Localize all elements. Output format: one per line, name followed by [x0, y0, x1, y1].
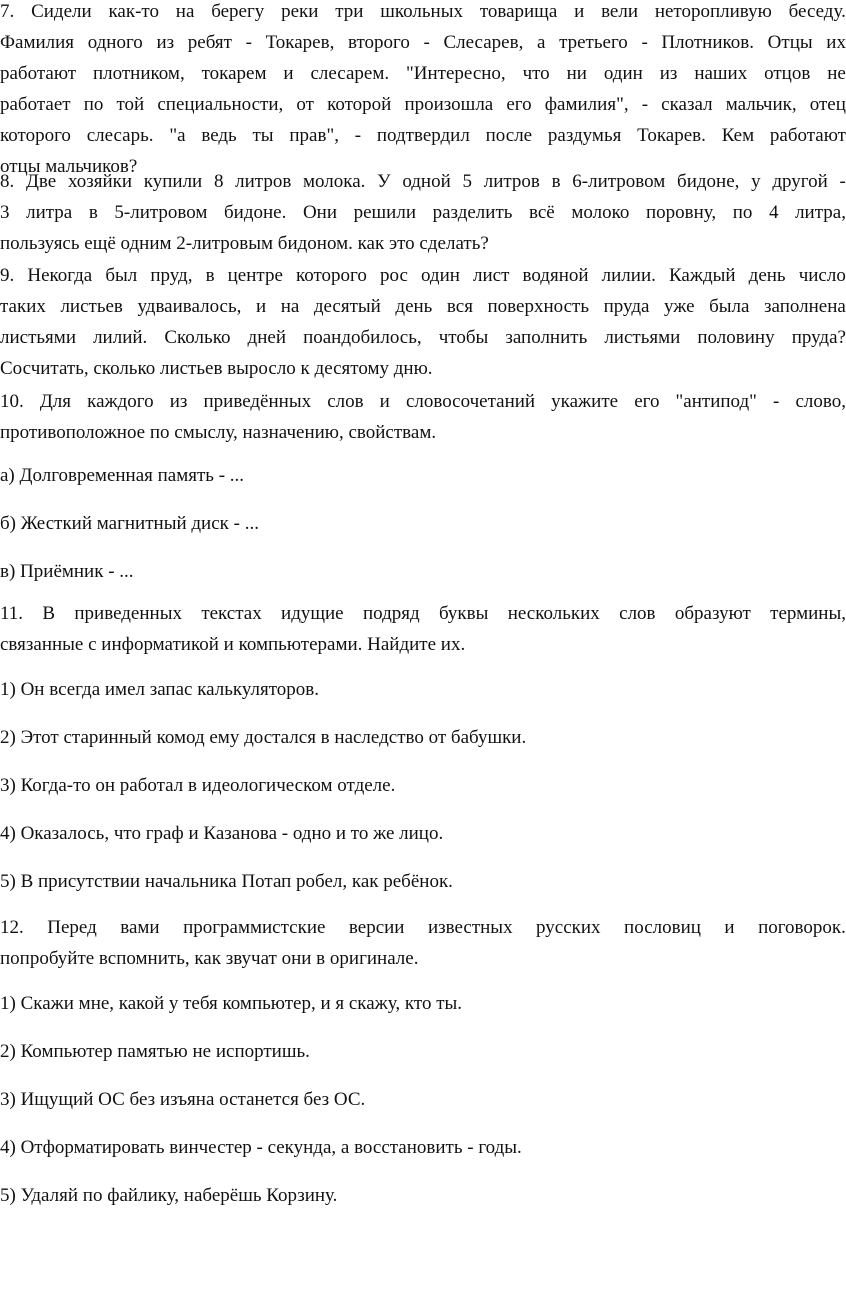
word: отец	[809, 94, 846, 115]
question-line: Сосчитать, сколько листьев выросло к десятому дню.	[0, 358, 433, 379]
word: сказал	[661, 94, 713, 115]
word: текстах	[201, 603, 262, 624]
question-line: связанные с информатикой и компьютерами. Найдите их.	[0, 634, 466, 655]
word: слесарь.	[86, 125, 154, 146]
word: пруда	[603, 296, 650, 317]
word: листьями	[604, 327, 681, 348]
word: ты	[252, 125, 274, 146]
question-line: отцы мальчиков?	[0, 156, 138, 177]
word: литра	[26, 202, 73, 223]
word: термины,	[770, 603, 846, 624]
word: отцов	[764, 63, 811, 84]
word: один	[603, 63, 643, 84]
word: и	[574, 1, 585, 22]
word: и	[379, 391, 390, 412]
question-line	[0, 58, 846, 89]
word: десятый	[313, 296, 381, 317]
list-item: 4) Оказалось, что граф и Казанова - одно и то же лицо.	[0, 823, 444, 844]
word: в	[88, 202, 98, 223]
question-line	[0, 197, 846, 228]
word: Слесарев,	[443, 32, 524, 53]
word: "Интересно,	[406, 63, 506, 84]
word: поровну,	[645, 202, 717, 223]
question-line	[0, 386, 846, 417]
word: число	[798, 265, 846, 286]
word: которой	[327, 94, 392, 115]
word: 3	[0, 202, 10, 223]
word: Сидели	[31, 1, 92, 22]
word: произошла	[404, 94, 494, 115]
word: не	[827, 63, 846, 84]
word: которого	[295, 265, 367, 286]
word: фамилия",	[544, 94, 629, 115]
word: в	[205, 265, 215, 286]
question-line	[0, 89, 846, 120]
word: таких	[0, 296, 46, 317]
word: каждого	[87, 391, 154, 412]
word: буквы	[438, 603, 489, 624]
word: плотником,	[92, 63, 185, 84]
question-10	[0, 386, 846, 448]
word: Кем	[721, 125, 755, 146]
question-line	[0, 291, 846, 322]
word: вами	[120, 917, 160, 938]
word: подтвердил	[376, 125, 470, 146]
question-line: противоположное по смыслу, назначению, свойствам.	[0, 422, 437, 443]
word: слов	[327, 391, 364, 412]
word: как-то	[108, 1, 159, 22]
word: идущие	[281, 603, 344, 624]
word: пруда?	[791, 327, 846, 348]
word: дней	[247, 327, 286, 348]
word: работают	[0, 63, 77, 84]
word: три	[335, 1, 364, 22]
word: -	[641, 32, 648, 53]
question-line: пользуясь ещё одним 2-литровым бидоном. как это сделать?	[0, 233, 489, 254]
word: "антипод"	[675, 391, 757, 412]
word: -	[773, 391, 780, 412]
word: молоко	[571, 202, 630, 223]
word: водяной	[522, 265, 589, 286]
word: Некогда	[27, 265, 93, 286]
word: 11.	[0, 603, 24, 624]
word: Отцы	[767, 32, 813, 53]
question-line	[0, 27, 846, 58]
question-line	[0, 120, 846, 151]
word: подряд	[362, 603, 420, 624]
word: по	[732, 202, 753, 223]
word: поверхность	[487, 296, 590, 317]
word: рос	[379, 265, 408, 286]
word: Для	[39, 391, 72, 412]
word: третьего	[559, 32, 628, 53]
word: из	[169, 391, 188, 412]
word: и	[724, 917, 735, 938]
word: разделить	[432, 202, 513, 223]
word: слов	[619, 603, 656, 624]
word: листьев	[60, 296, 123, 317]
word: слесарем.	[310, 63, 390, 84]
question-line	[0, 0, 846, 27]
word: заполнена	[764, 296, 846, 317]
word: 8	[213, 171, 224, 192]
word: известных	[427, 917, 513, 938]
question-9	[0, 260, 846, 384]
word: чтобы	[438, 327, 489, 348]
list-item: 1) Скажи мне, какой у тебя компьютер, и я скажу, кто ты.	[0, 993, 463, 1014]
word: работают	[769, 125, 846, 146]
word: У	[377, 171, 391, 192]
word: 12.	[0, 917, 24, 938]
word: Токарев.	[637, 125, 706, 146]
word: русских	[536, 917, 601, 938]
list-item: 4) Отформатировать винчестер - секунда, а восстановить - годы.	[0, 1137, 522, 1158]
word: программистские	[183, 917, 326, 938]
word: всё	[529, 202, 555, 223]
word: уже	[663, 296, 695, 317]
word: вели	[601, 1, 639, 22]
word: неторопливую	[654, 1, 772, 22]
word: литра,	[795, 202, 846, 223]
word: слово,	[795, 391, 846, 412]
word: Они	[302, 202, 338, 223]
word: Перед	[47, 917, 97, 938]
word: Токарев,	[265, 32, 335, 53]
question-8	[0, 166, 846, 259]
word: из	[156, 32, 175, 53]
word: реки	[281, 1, 319, 22]
word: от	[296, 94, 314, 115]
word: его	[506, 94, 532, 115]
word: приведённых	[203, 391, 312, 412]
word: половину	[697, 327, 775, 348]
word: удваивалось,	[137, 296, 242, 317]
question-line	[0, 322, 846, 353]
word: Сколько	[164, 327, 231, 348]
word: 5-литровом	[114, 202, 208, 223]
question-11	[0, 598, 846, 660]
word: 9.	[0, 265, 15, 286]
word: -	[641, 94, 649, 115]
word: одной	[402, 171, 451, 192]
word: образуют	[674, 603, 751, 624]
word: поандобилось,	[303, 327, 422, 348]
word: заполнить	[505, 327, 588, 348]
list-item: 2) Компьютер памятью не испортишь.	[0, 1041, 310, 1062]
word: 5	[462, 171, 472, 192]
question-line	[0, 598, 846, 629]
word: на	[280, 296, 300, 317]
word: была	[709, 296, 750, 317]
word: центре	[227, 265, 283, 286]
word: день	[395, 296, 433, 317]
word: и	[283, 63, 294, 84]
word: литров	[235, 171, 292, 192]
word: день	[748, 265, 786, 286]
word: -	[839, 171, 846, 192]
word: поговорок.	[758, 917, 846, 938]
word: Каждый	[668, 265, 736, 286]
word: той	[116, 94, 145, 115]
word: был	[105, 265, 138, 286]
word: В	[42, 603, 56, 624]
word: одного	[87, 32, 143, 53]
word: лист	[473, 265, 510, 286]
list-item: 5) Удаляй по файлику, наберёшь Корзину.	[0, 1185, 338, 1206]
word: ведь	[201, 125, 237, 146]
word: 7.	[0, 1, 15, 22]
word: купили	[143, 171, 203, 192]
list-item: б) Жесткий магнитный диск - ...	[0, 513, 259, 534]
word: второго	[347, 32, 410, 53]
word: Две	[25, 171, 57, 192]
word: их	[826, 32, 846, 53]
word: 8.	[0, 171, 15, 192]
word: 4	[768, 202, 779, 223]
word: берегу	[211, 1, 265, 22]
word: Плотников.	[661, 32, 755, 53]
word: работает	[0, 94, 71, 115]
word: приведенных	[74, 603, 182, 624]
word: по	[83, 94, 104, 115]
word: специальности,	[157, 94, 284, 115]
word: пруд,	[150, 265, 193, 286]
list-item: 5) В присутствии начальника Потап робел, как ребёнок.	[0, 871, 453, 892]
word: -	[245, 32, 252, 53]
list-item: а) Долговременная память - ...	[0, 465, 245, 486]
word: один	[420, 265, 460, 286]
word: из	[659, 63, 678, 84]
list-item: 1) Он всегда имел запас калькуляторов.	[0, 679, 320, 700]
list-item: в) Приёмник - ...	[0, 561, 134, 582]
word: и	[255, 296, 267, 317]
word: товарища	[479, 1, 558, 22]
word: его	[634, 391, 660, 412]
word: решили	[353, 202, 416, 223]
question-line	[0, 166, 846, 197]
word: мальчик,	[725, 94, 797, 115]
word: 10.	[0, 391, 24, 412]
word: после	[485, 125, 533, 146]
word: ни	[566, 63, 587, 84]
word: другой	[772, 171, 828, 192]
word: хозяйки	[67, 171, 133, 192]
question-line: попробуйте вспомнить, как звучат они в оригинале.	[0, 948, 419, 969]
word: Фамилия	[0, 32, 75, 53]
word: молока.	[303, 171, 366, 192]
word: литров	[483, 171, 540, 192]
word: -	[354, 125, 362, 146]
word: бидоне,	[677, 171, 740, 192]
list-item: 3) Ищущий ОС без изъяна останется без ОС.	[0, 1089, 366, 1110]
word: а	[536, 32, 546, 53]
word: лилий.	[93, 327, 148, 348]
word: "а	[169, 125, 186, 146]
word: беседу.	[788, 1, 846, 22]
word: словосочетаний	[405, 391, 536, 412]
list-item: 2) Этот старинный комод ему достался в наследство от бабушки.	[0, 727, 527, 748]
word: листьями	[0, 327, 76, 348]
word: на	[175, 1, 195, 22]
word: бидоне.	[224, 202, 287, 223]
word: школьных	[380, 1, 463, 22]
list-item: 3) Когда-то он работал в идеологическом отделе.	[0, 775, 396, 796]
question-12	[0, 912, 846, 974]
word: -	[423, 32, 430, 53]
word: вся	[446, 296, 473, 317]
word: прав",	[289, 125, 339, 146]
word: наших	[694, 63, 748, 84]
word: что	[522, 63, 550, 84]
word: лилии.	[601, 265, 656, 286]
word: версии	[348, 917, 405, 938]
word: раздумья	[547, 125, 622, 146]
word: токарем	[201, 63, 267, 84]
word: в	[551, 171, 561, 192]
question-line	[0, 912, 846, 943]
word: у	[751, 171, 761, 192]
word: ребят	[187, 32, 232, 53]
word: которого	[0, 125, 71, 146]
word: пословиц	[624, 917, 701, 938]
word: нескольких	[507, 603, 600, 624]
question-line	[0, 260, 846, 291]
word: 6-литровом	[572, 171, 666, 192]
word: укажите	[551, 391, 619, 412]
